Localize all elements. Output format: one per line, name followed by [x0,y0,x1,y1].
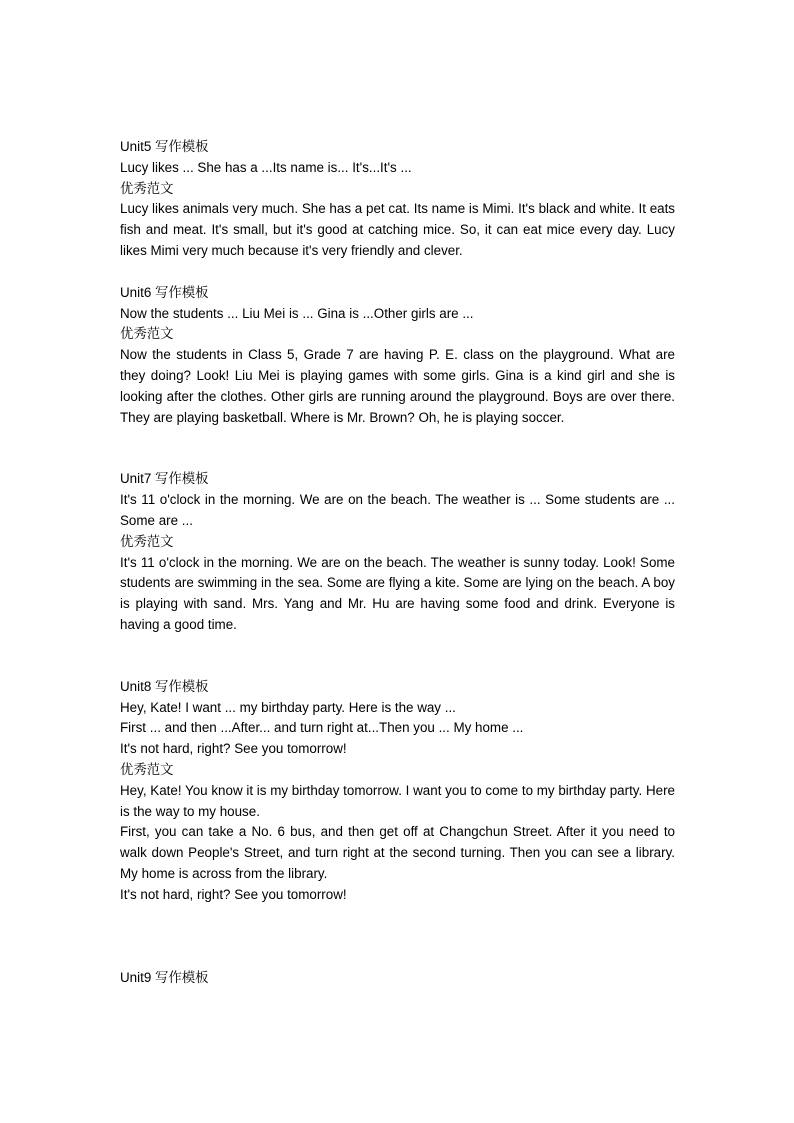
unit7-sample-label: 优秀范文 [120,533,174,549]
unit8-template-line: It's not hard, right? See you tomorrow! [120,741,347,757]
unit8-section [120,677,675,906]
unit5-heading: Unit5 写作模板 [120,139,209,154]
unit8-template-line: First ... and then ...After... and turn right at...Then you ... My home ... [120,720,524,736]
document-page [120,137,675,988]
unit6-sample-paragraph: Now the students in Class 5, Grade 7 are having P. E. class on the playground. What are they doing? Look! Liu Mei is playing games with some girls. Gina is a kind girl and she is looking after the clothes. Other girls are running around the playground. Boys are over there. They are playing basketball. Where is Mr. Brown? Oh, he is playing soccer. [120,347,675,425]
unit8-heading: Unit8 写作模板 [120,678,209,694]
unit7-heading: Unit7 写作模板 [120,471,209,487]
unit8-template-line: Hey, Kate! I want ... my birthday party. Here is the way ... [120,699,456,715]
unit9-heading: Unit9 写作模板 [120,969,209,985]
unit5-section [120,137,675,262]
unit6-section [120,283,675,429]
unit9-section [120,968,675,989]
unit5-sample-label: 优秀范文 [120,180,174,196]
unit6-heading: Unit6 写作模板 [120,284,209,300]
unit8-sample-paragraph: It's not hard, right? See you tomorrow! [120,886,347,902]
unit6-sample-label: 优秀范文 [120,326,174,342]
unit7-template-line: It's 11 o'clock in the morning. We are on the beach. The weather is ... Some students are ... Some are ... [120,492,675,528]
unit8-sample-paragraph: Hey, Kate! You know it is my birthday tomorrow. I want you to come to my birthday party. Here is the way to my house. [120,782,675,819]
unit5-template-line: Lucy likes ... She has a ...Its name is... It's...It's ... [120,159,412,175]
unit6-template-line: Now the students ... Liu Mei is ... Gina is ...Other girls are ... [120,305,474,321]
unit7-sample-paragraph: It's 11 o'clock in the morning. We are on the beach. The weather is sunny today. Look! Some students are swimming in the sea. Some are flying a kite. Some are lying on the beach. A boy is playing with sand. Mrs. Yang and Mr. Hu are having some food and drink. Everyone is having a good time. [120,554,675,632]
unit7-section [120,469,675,635]
unit8-sample-label: 优秀范文 [120,761,174,777]
unit8-sample-paragraph: First, you can take a No. 6 bus, and then get off at Changchun Street. After it you need to walk down People's Street, and turn right at the second turning. Then you can see a library. My home is across from the library. [120,824,675,881]
unit5-sample-paragraph: Lucy likes animals very much. She has a pet cat. Its name is Mimi. It's black and white. It eats fish and meat. It's small, but it's good at catching mice. So, it can eat mice every day. Lucy likes Mimi very much because it's very friendly and clever. [120,201,675,258]
